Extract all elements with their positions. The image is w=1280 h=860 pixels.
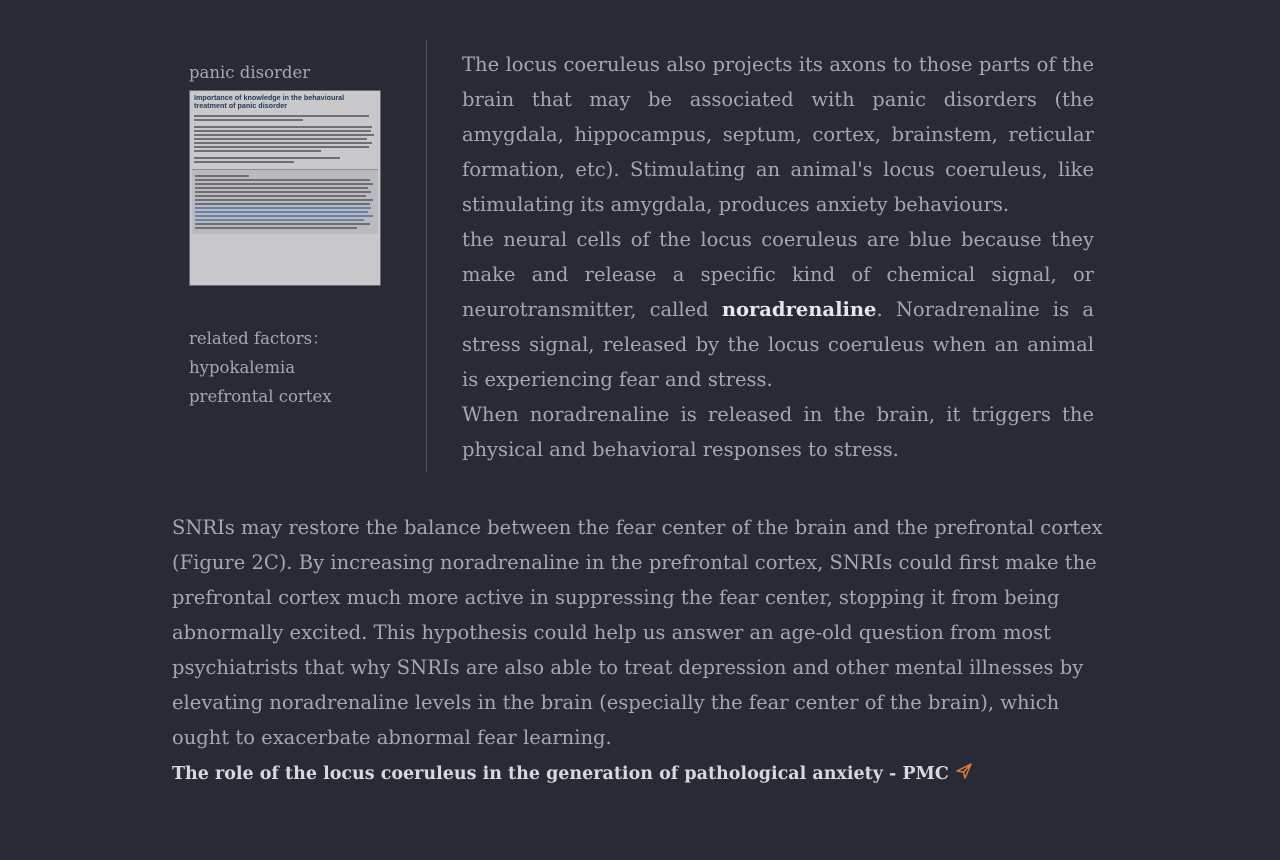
paper-plane-icon <box>955 760 973 790</box>
paragraph-neural-cells-text-start: the neural cells of the locus coeruleus are blue because they make and release a specific kind of chemical signal, or neurotransmitter, called <box>462 228 1094 321</box>
related-item-prefrontal-cortex: prefrontal cortex <box>189 387 332 406</box>
noradrenaline-bold-term: noradrenaline <box>721 298 877 321</box>
snri-paragraph: SNRIs may restore the balance between the fear center of the brain and the prefrontal cortex (Figure 2C). By increasing noradrenaline in the prefrontal cortex, SNRIs could first make the prefrontal cortex much more active in suppressing the fear center, stopping it from being abnormally excited. This hypothesis could help us answer an age-old question from most psychiatrists that why SNRIs are also able to treat depression and other mental illnesses by elevating noradrenaline levels in the brain (especially the fear center of the brain), which ought to exacerbate abnormal fear learning. <box>172 516 1103 749</box>
related-factors <box>189 324 419 411</box>
top-section <box>172 40 1112 472</box>
source-link[interactable] <box>172 759 973 790</box>
vertical-divider <box>426 40 427 472</box>
main-text-block <box>462 47 1094 467</box>
paragraph-noradrenaline-release: When noradrenaline is released in the brain, it triggers the physical and behavioral responses to stress. <box>462 403 1094 461</box>
source-link-text: The role of the locus coeruleus in the generation of pathological anxiety - PMC <box>172 764 949 784</box>
paper-thumbnail-image[interactable] <box>189 90 381 286</box>
sidebar-title: panic disorder <box>189 63 311 82</box>
related-item-hypokalemia: hypokalemia <box>189 358 296 377</box>
thumbnail-body-lines <box>194 115 376 163</box>
sidebar <box>189 62 419 411</box>
lower-section <box>172 510 1112 790</box>
related-label: related factors： <box>189 329 329 348</box>
paragraph-neural-cells-text-end: . Noradrenaline is a stress signal, released by the locus coeruleus when an animal is experiencing fear and stress. <box>462 298 1095 391</box>
paragraph-neural-cells <box>462 222 1094 397</box>
thumbnail-heading: Importance of knowledge in the behavioural treatment of panic disorder <box>194 93 345 110</box>
paragraph-locus-coeruleus-projections: The locus coeruleus also projects its axons to those parts of the brain that may be associated with panic disorders (the amygdala, hippocampus, septum, cortex, brainstem, reticular formation, etc). Stimulating an animal's locus coeruleus, like stimulating its amygdala, produces anxiety behaviours. <box>462 53 1094 216</box>
thumbnail-abstract <box>192 169 378 234</box>
